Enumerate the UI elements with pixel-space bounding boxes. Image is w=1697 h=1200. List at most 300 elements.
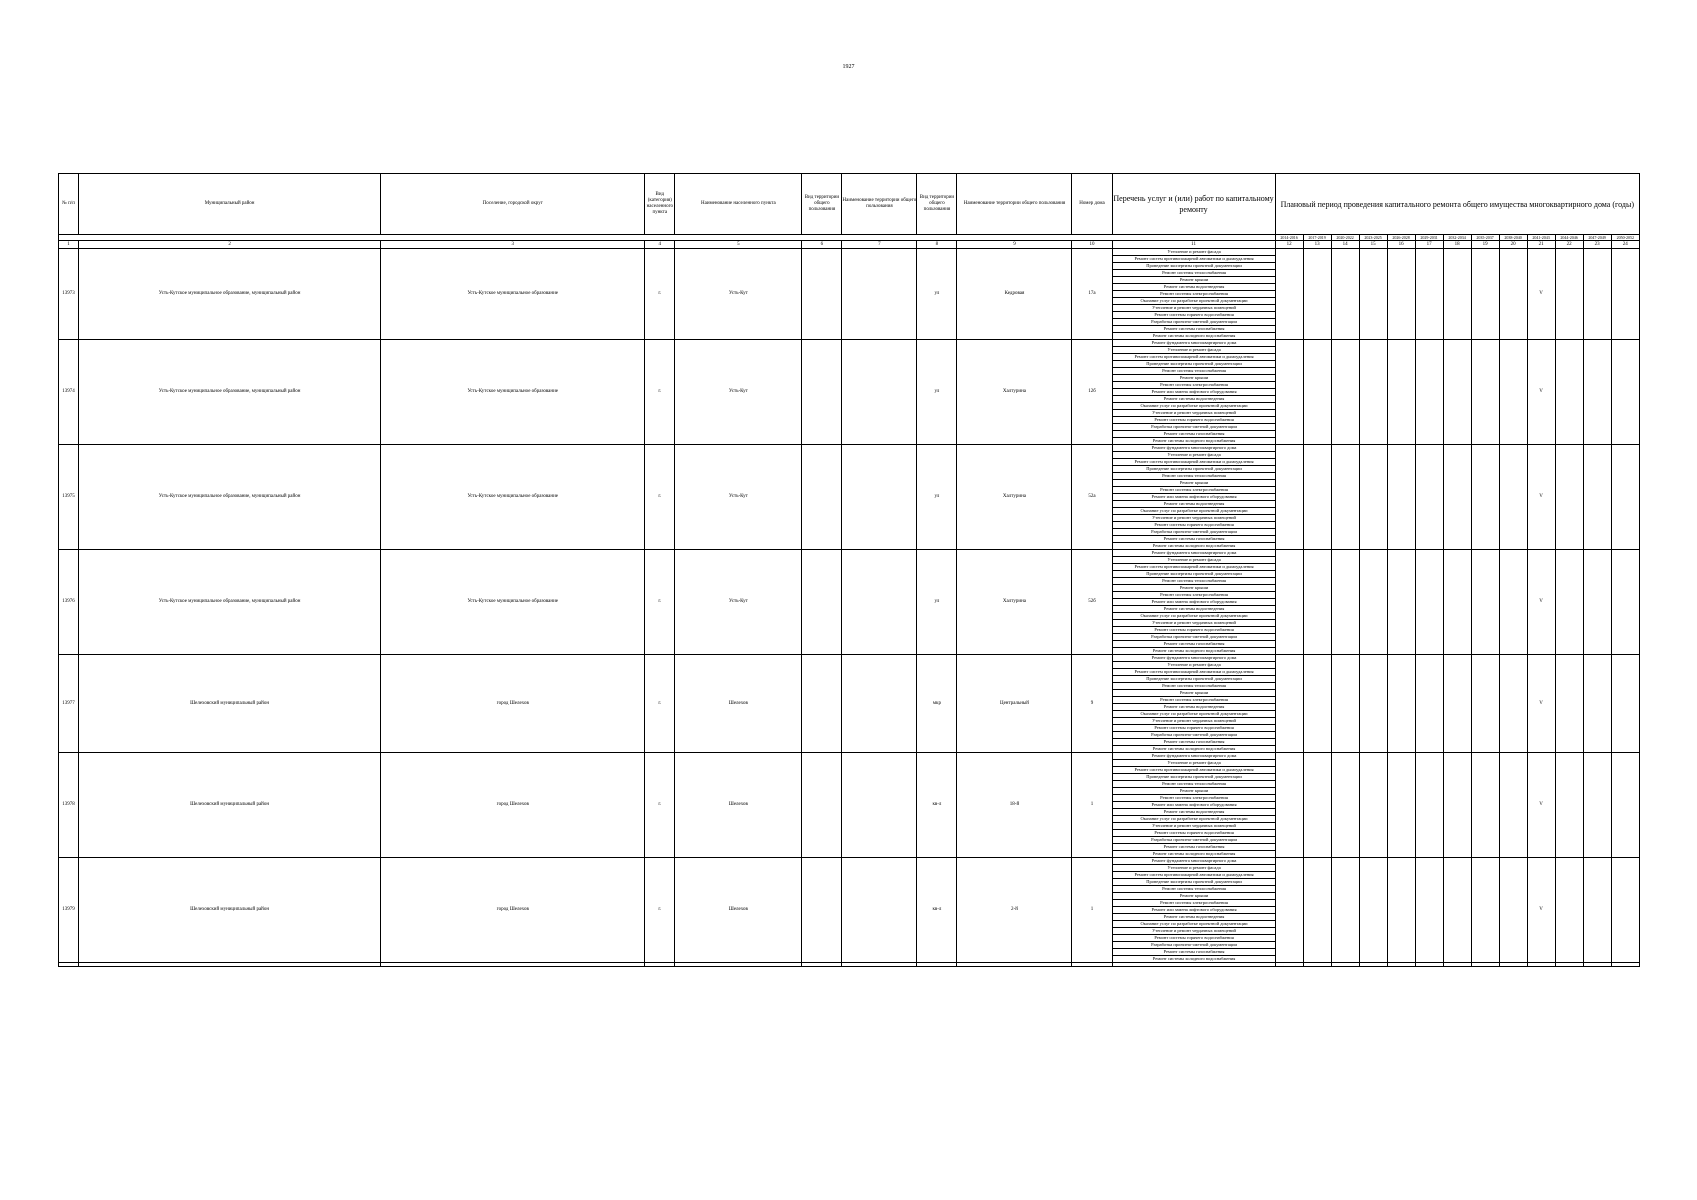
street-type-cell: мкр <box>917 655 957 753</box>
work-item: Утепление и ремонт чердачных помещений <box>1113 718 1275 725</box>
period-cell <box>1387 550 1415 655</box>
period-cell <box>1415 445 1443 550</box>
header-area-type: Вид территории общего пользования <box>802 174 842 235</box>
period-label: 2023-2025 <box>1359 235 1387 241</box>
work-item: Ремонт или замена лифтового оборудования <box>1113 494 1275 501</box>
area-type-cell <box>802 655 842 753</box>
work-item: Оказание услуг по разработке проектной документации <box>1113 298 1275 305</box>
work-item: Разработка проектно-сметной документации <box>1113 634 1275 641</box>
locality-type-cell: г. <box>645 550 675 655</box>
period-cell <box>1359 249 1387 340</box>
period-cell <box>1471 340 1499 445</box>
period-cell <box>1387 249 1415 340</box>
row-number: 13977 <box>59 655 79 753</box>
header-settlement: Поселение, городской округ <box>381 174 645 235</box>
work-item: Ремонт системы электроснабжения <box>1113 382 1275 389</box>
period-cell <box>1303 858 1331 963</box>
planned-mark: V <box>1527 340 1555 445</box>
header-street-name: Наименование территории общего пользования <box>957 174 1072 235</box>
work-item: Разработка проектно-сметной документации <box>1113 837 1275 844</box>
district-cell: Усть-Кутское муниципальное образование, муниципальный район <box>79 249 381 340</box>
row-number: 13979 <box>59 858 79 963</box>
table-row <box>59 445 1640 550</box>
street-type-cell: кв-л <box>917 858 957 963</box>
header-district: Муниципальный район <box>79 174 381 235</box>
work-item: Ремонт системы горячего водоснабжения <box>1113 627 1275 634</box>
stub-cell <box>381 963 645 967</box>
work-item: Ремонт системы теплоснабжения <box>1113 683 1275 690</box>
work-item: Утепление и ремонт фасада <box>1113 452 1275 459</box>
area-name-cell <box>842 550 917 655</box>
house-number-cell: 1 <box>1072 753 1112 858</box>
period-cell <box>1583 858 1611 963</box>
house-number-cell: 52б <box>1072 550 1112 655</box>
work-item: Ремонт системы водоотведения <box>1113 606 1275 613</box>
street-type-cell: ул <box>917 445 957 550</box>
period-cell <box>1443 550 1471 655</box>
work-item: Утепление и ремонт чердачных помещений <box>1113 620 1275 627</box>
period-cell <box>1303 753 1331 858</box>
period-label: 2020-2022 <box>1331 235 1359 241</box>
work-item: Оказание услуг по разработке проектной документации <box>1113 816 1275 823</box>
stub-cell <box>59 963 79 967</box>
work-item: Утепление и ремонт фасада <box>1113 347 1275 354</box>
work-item: Ремонт крыши <box>1113 375 1275 382</box>
works-list <box>1112 550 1275 655</box>
header-locality-name: Наименование населенного пункта <box>675 174 802 235</box>
stub-cell <box>1415 963 1443 967</box>
work-item: Проведение экспертизы проектной документации <box>1113 361 1275 368</box>
stub-cell <box>645 963 675 967</box>
column-number: 22 <box>1555 241 1583 249</box>
area-type-cell <box>802 445 842 550</box>
work-item: Ремонт системы газоснабжения <box>1113 326 1275 333</box>
work-item: Утепление и ремонт фасада <box>1113 557 1275 564</box>
period-cell <box>1415 858 1443 963</box>
header-street-type: Вид территории общего пользования <box>917 174 957 235</box>
table-row <box>59 655 1640 753</box>
period-cell <box>1443 753 1471 858</box>
period-cell <box>1303 550 1331 655</box>
work-item: Разработка проектно-сметной документации <box>1113 529 1275 536</box>
work-item: Утепление и ремонт чердачных помещений <box>1113 515 1275 522</box>
period-cell <box>1611 655 1639 753</box>
period-cell <box>1275 340 1303 445</box>
period-cell <box>1415 550 1443 655</box>
period-cell <box>1331 249 1359 340</box>
work-item: Ремонт систем противопожарной автоматики и дымоудаления <box>1113 564 1275 571</box>
area-name-cell <box>842 340 917 445</box>
table-row <box>59 249 1640 340</box>
period-label: 2032-2034 <box>1443 235 1471 241</box>
period-cell <box>1583 249 1611 340</box>
work-item: Ремонт или замена лифтового оборудования <box>1113 907 1275 914</box>
period-label: 2038-2040 <box>1499 235 1527 241</box>
work-item: Ремонт систем противопожарной автоматики и дымоудаления <box>1113 767 1275 774</box>
header-works: Перечень услуг и (или) работ по капитальному ремонту <box>1112 174 1275 235</box>
period-cell <box>1387 445 1415 550</box>
period-cell <box>1275 445 1303 550</box>
settlement-cell: Усть-Кутское муниципальное образование <box>381 249 645 340</box>
period-cell <box>1583 753 1611 858</box>
period-cell <box>1331 655 1359 753</box>
work-item: Утепление и ремонт чердачных помещений <box>1113 305 1275 312</box>
period-cell <box>1471 858 1499 963</box>
period-cell <box>1443 858 1471 963</box>
house-number-cell: 1 <box>1072 858 1112 963</box>
stub-cell <box>1359 963 1387 967</box>
district-cell: Усть-Кутское муниципальное образование, муниципальный район <box>79 550 381 655</box>
planned-mark: V <box>1527 445 1555 550</box>
period-cell <box>1471 249 1499 340</box>
work-item: Ремонт крыши <box>1113 690 1275 697</box>
settlement-cell: Усть-Кутское муниципальное образование <box>381 445 645 550</box>
work-item: Ремонт крыши <box>1113 480 1275 487</box>
work-item: Ремонт фундамента многоквартирного дома <box>1113 445 1275 452</box>
period-cell <box>1415 753 1443 858</box>
work-item: Ремонт системы электроснабжения <box>1113 795 1275 802</box>
column-number: 21 <box>1527 241 1555 249</box>
stub-cell <box>1072 963 1112 967</box>
column-number: 4 <box>645 241 675 249</box>
page-number: 1927 <box>842 64 855 70</box>
period-cell <box>1387 340 1415 445</box>
work-item: Утепление и ремонт фасада <box>1113 760 1275 767</box>
district-cell: Шелеховский муниципальный район <box>79 655 381 753</box>
street-name-cell: 18-й <box>957 753 1072 858</box>
settlement-cell: город Шелехов <box>381 753 645 858</box>
planned-mark: V <box>1527 655 1555 753</box>
period-cell <box>1555 753 1583 858</box>
street-name-cell: Кедровая <box>957 249 1072 340</box>
stub-cell <box>1527 963 1555 967</box>
header-locality-type: Вид (категория) населенного пункта <box>645 174 675 235</box>
street-name-cell: Халтурина <box>957 550 1072 655</box>
stub-cell <box>917 963 957 967</box>
column-number: 11 <box>1112 241 1275 249</box>
period-cell <box>1499 340 1527 445</box>
work-item: Ремонт системы горячего водоснабжения <box>1113 312 1275 319</box>
period-cell <box>1275 753 1303 858</box>
stub-cell <box>842 963 917 967</box>
locality-type-cell: г. <box>645 655 675 753</box>
stub-cell <box>79 963 381 967</box>
stub-cell <box>1112 963 1275 967</box>
work-item: Ремонт системы холодного водоснабжения <box>1152 648 1236 653</box>
period-cell <box>1359 340 1387 445</box>
period-cell <box>1555 249 1583 340</box>
work-item: Ремонт системы газоснабжения <box>1113 641 1275 648</box>
planned-mark: V <box>1527 249 1555 340</box>
work-item: Ремонт системы холодного водоснабжения <box>1152 438 1236 443</box>
area-type-cell <box>802 550 842 655</box>
stub-cell <box>1611 963 1639 967</box>
column-number: 10 <box>1072 241 1112 249</box>
work-item: Ремонт систем противопожарной автоматики и дымоудаления <box>1113 354 1275 361</box>
period-cell <box>1359 550 1387 655</box>
work-item: Оказание услуг по разработке проектной документации <box>1113 508 1275 515</box>
work-item: Разработка проектно-сметной документации <box>1113 424 1275 431</box>
column-number: 7 <box>842 241 917 249</box>
work-item: Ремонт системы теплоснабжения <box>1113 781 1275 788</box>
row-number: 13975 <box>59 445 79 550</box>
period-cell <box>1443 655 1471 753</box>
area-name-cell <box>842 655 917 753</box>
column-number: 19 <box>1471 241 1499 249</box>
locality-name-cell: Усть-Кут <box>675 249 802 340</box>
column-number: 15 <box>1359 241 1387 249</box>
area-type-cell <box>802 753 842 858</box>
period-cell <box>1387 858 1415 963</box>
locality-name-cell: Усть-Кут <box>675 445 802 550</box>
period-cell <box>1275 655 1303 753</box>
street-name-cell: Центральный <box>957 655 1072 753</box>
work-item: Ремонт фундамента многоквартирного дома <box>1113 753 1275 760</box>
work-item: Ремонт системы электроснабжения <box>1113 697 1275 704</box>
work-item: Ремонт системы электроснабжения <box>1113 592 1275 599</box>
period-cell <box>1499 445 1527 550</box>
locality-name-cell: Усть-Кут <box>675 340 802 445</box>
column-number: 8 <box>917 241 957 249</box>
stub-cell <box>1471 963 1499 967</box>
work-item: Ремонт системы горячего водоснабжения <box>1113 522 1275 529</box>
house-number-cell: 52а <box>1072 445 1112 550</box>
district-cell: Усть-Кутское муниципальное образование, муниципальный район <box>79 340 381 445</box>
work-item: Оказание услуг по разработке проектной документации <box>1113 403 1275 410</box>
work-item: Оказание услуг по разработке проектной документации <box>1113 921 1275 928</box>
work-item: Ремонт или замена лифтового оборудования <box>1113 802 1275 809</box>
house-number-cell: 9 <box>1072 655 1112 753</box>
period-cell <box>1359 655 1387 753</box>
period-cell <box>1331 753 1359 858</box>
stub-cell <box>1499 963 1527 967</box>
street-name-cell: 2-й <box>957 858 1072 963</box>
row-number: 13976 <box>59 550 79 655</box>
work-item: Утепление и ремонт чердачных помещений <box>1113 823 1275 830</box>
locality-type-cell: г. <box>645 249 675 340</box>
work-item: Ремонт систем противопожарной автоматики и дымоудаления <box>1113 459 1275 466</box>
work-item: Ремонт фундамента многоквартирного дома <box>1113 340 1275 347</box>
work-item: Ремонт системы теплоснабжения <box>1113 578 1275 585</box>
period-cell <box>1331 550 1359 655</box>
period-cell <box>1275 249 1303 340</box>
stub-cell <box>802 963 842 967</box>
row-number: 13973 <box>59 249 79 340</box>
table-row <box>59 340 1640 445</box>
period-cell <box>1611 445 1639 550</box>
street-type-cell: ул <box>917 340 957 445</box>
stub-cell <box>675 963 802 967</box>
street-type-cell: ул <box>917 249 957 340</box>
work-item: Ремонт системы газоснабжения <box>1113 844 1275 851</box>
period-cell <box>1415 249 1443 340</box>
period-cell <box>1443 249 1471 340</box>
work-item: Ремонт системы водоотведения <box>1113 809 1275 816</box>
work-item: Утепление и ремонт чердачных помещений <box>1113 410 1275 417</box>
period-cell <box>1555 340 1583 445</box>
work-item: Ремонт системы горячего водоснабжения <box>1113 725 1275 732</box>
work-item: Ремонт системы горячего водоснабжения <box>1113 417 1275 424</box>
work-item: Ремонт фундамента многоквартирного дома <box>1113 655 1275 662</box>
stub-cell <box>1303 963 1331 967</box>
work-item: Ремонт системы водоотведения <box>1113 914 1275 921</box>
period-label: 2041-2043 <box>1527 235 1555 241</box>
period-cell <box>1415 655 1443 753</box>
period-cell <box>1583 655 1611 753</box>
district-cell: Шелеховский муниципальный район <box>79 858 381 963</box>
settlement-cell: город Шелехов <box>381 858 645 963</box>
work-item: Проведение экспертизы проектной документации <box>1113 676 1275 683</box>
period-cell <box>1555 550 1583 655</box>
stub-cell <box>1275 963 1303 967</box>
work-item: Ремонт фундамента многоквартирного дома <box>1113 550 1275 557</box>
column-number: 23 <box>1583 241 1611 249</box>
planned-mark: V <box>1527 753 1555 858</box>
period-cell <box>1303 249 1331 340</box>
period-cell <box>1331 858 1359 963</box>
stub-cell <box>1331 963 1359 967</box>
work-item: Ремонт системы холодного водоснабжения <box>1152 333 1236 338</box>
street-type-cell: кв-л <box>917 753 957 858</box>
work-item: Ремонт систем противопожарной автоматики и дымоудаления <box>1113 256 1275 263</box>
street-name-cell: Халтурина <box>957 445 1072 550</box>
period-cell <box>1499 655 1527 753</box>
period-label: 2017-2019 <box>1303 235 1331 241</box>
period-cell <box>1275 858 1303 963</box>
work-item: Оказание услуг по разработке проектной документации <box>1113 613 1275 620</box>
work-item: Ремонт крыши <box>1113 788 1275 795</box>
stub-cell <box>1583 963 1611 967</box>
period-cell <box>1471 655 1499 753</box>
works-list <box>1112 340 1275 445</box>
stub-cell <box>957 963 1072 967</box>
period-label: 2029-2031 <box>1415 235 1443 241</box>
work-item: Утепление и ремонт фасада <box>1113 662 1275 669</box>
column-number: 9 <box>957 241 1072 249</box>
period-cell <box>1583 340 1611 445</box>
stub-cell <box>1443 963 1471 967</box>
period-cell <box>1303 655 1331 753</box>
settlement-cell: Усть-Кутское муниципальное образование <box>381 340 645 445</box>
area-name-cell <box>842 753 917 858</box>
header-plan: Плановый период проведения капитального ремонта общего имущества многоквартирного дома (годы) <box>1275 174 1639 235</box>
period-cell <box>1331 445 1359 550</box>
work-item: Ремонт систем противопожарной автоматики и дымоудаления <box>1113 872 1275 879</box>
period-cell <box>1555 655 1583 753</box>
period-cell <box>1415 340 1443 445</box>
settlement-cell: город Шелехов <box>381 655 645 753</box>
planned-mark: V <box>1527 858 1555 963</box>
work-item: Утепление и ремонт фасада <box>1113 249 1275 256</box>
works-list <box>1112 858 1275 963</box>
district-cell: Усть-Кутское муниципальное образование, муниципальный район <box>79 445 381 550</box>
period-cell <box>1555 858 1583 963</box>
work-item: Проведение экспертизы проектной документации <box>1113 466 1275 473</box>
period-cell <box>1499 249 1527 340</box>
work-item: Проведение экспертизы проектной документации <box>1113 774 1275 781</box>
period-cell <box>1471 445 1499 550</box>
stub-cell <box>1555 963 1583 967</box>
period-label: 2047-2049 <box>1583 235 1611 241</box>
stub-cell <box>1387 963 1415 967</box>
period-cell <box>1611 753 1639 858</box>
period-cell <box>1387 753 1415 858</box>
column-number: 2 <box>79 241 381 249</box>
work-item: Ремонт системы холодного водоснабжения <box>1152 956 1236 961</box>
works-list <box>1112 249 1275 340</box>
row-number: 13978 <box>59 753 79 858</box>
work-item: Ремонт крыши <box>1113 277 1275 284</box>
locality-name-cell: Шелехов <box>675 753 802 858</box>
period-cell <box>1387 655 1415 753</box>
locality-type-cell: г. <box>645 445 675 550</box>
work-item: Ремонт системы электроснабжения <box>1113 487 1275 494</box>
column-number: 24 <box>1611 241 1639 249</box>
district-cell: Шелеховский муниципальный район <box>79 753 381 858</box>
locality-name-cell: Усть-Кут <box>675 550 802 655</box>
period-cell <box>1611 858 1639 963</box>
period-cell <box>1499 550 1527 655</box>
period-cell <box>1499 753 1527 858</box>
table-row <box>59 550 1640 655</box>
work-item: Ремонт системы теплоснабжения <box>1113 886 1275 893</box>
work-item: Проведение экспертизы проектной документации <box>1113 263 1275 270</box>
house-number-cell: 12б <box>1072 340 1112 445</box>
work-item: Ремонт системы газоснабжения <box>1113 949 1275 956</box>
work-item: Ремонт системы водоотведения <box>1113 501 1275 508</box>
column-number-row <box>59 241 1640 249</box>
header-house: Номер дома <box>1072 174 1112 235</box>
work-item: Ремонт систем противопожарной автоматики и дымоудаления <box>1113 669 1275 676</box>
column-number: 3 <box>381 241 645 249</box>
continuation-stub <box>59 963 1640 967</box>
work-item: Ремонт или замена лифтового оборудования <box>1113 389 1275 396</box>
period-label: 2035-2037 <box>1471 235 1499 241</box>
locality-type-cell: г. <box>645 858 675 963</box>
locality-name-cell: Шелехов <box>675 655 802 753</box>
header-area-name: Наименование территории общего пользования <box>842 174 917 235</box>
area-name-cell <box>842 445 917 550</box>
work-item: Ремонт системы горячего водоснабжения <box>1113 830 1275 837</box>
period-cell <box>1359 753 1387 858</box>
work-item: Ремонт системы горячего водоснабжения <box>1113 935 1275 942</box>
work-item: Оказание услуг по разработке проектной документации <box>1113 711 1275 718</box>
settlement-cell: Усть-Кутское муниципальное образование <box>381 550 645 655</box>
period-cell <box>1555 445 1583 550</box>
work-item: Ремонт системы электроснабжения <box>1113 900 1275 907</box>
work-item: Ремонт системы газоснабжения <box>1113 739 1275 746</box>
work-item: Ремонт фундамента многоквартирного дома <box>1113 858 1275 865</box>
column-number: 18 <box>1443 241 1471 249</box>
column-number: 14 <box>1331 241 1359 249</box>
column-number: 20 <box>1499 241 1527 249</box>
planned-mark: V <box>1527 550 1555 655</box>
period-label: 2026-2028 <box>1387 235 1415 241</box>
header-num: № п/п <box>59 174 79 235</box>
period-cell <box>1471 753 1499 858</box>
table-row <box>59 858 1640 963</box>
street-type-cell: ул <box>917 550 957 655</box>
work-item: Ремонт системы холодного водоснабжения <box>1152 746 1236 751</box>
work-item: Разработка проектно-сметной документации <box>1113 942 1275 949</box>
locality-name-cell: Шелехов <box>675 858 802 963</box>
work-item: Ремонт крыши <box>1113 585 1275 592</box>
period-cell <box>1611 249 1639 340</box>
work-item: Ремонт системы газоснабжения <box>1113 536 1275 543</box>
work-item: Ремонт системы холодного водоснабжения <box>1152 851 1236 856</box>
locality-type-cell: г. <box>645 753 675 858</box>
work-item: Ремонт крыши <box>1113 893 1275 900</box>
